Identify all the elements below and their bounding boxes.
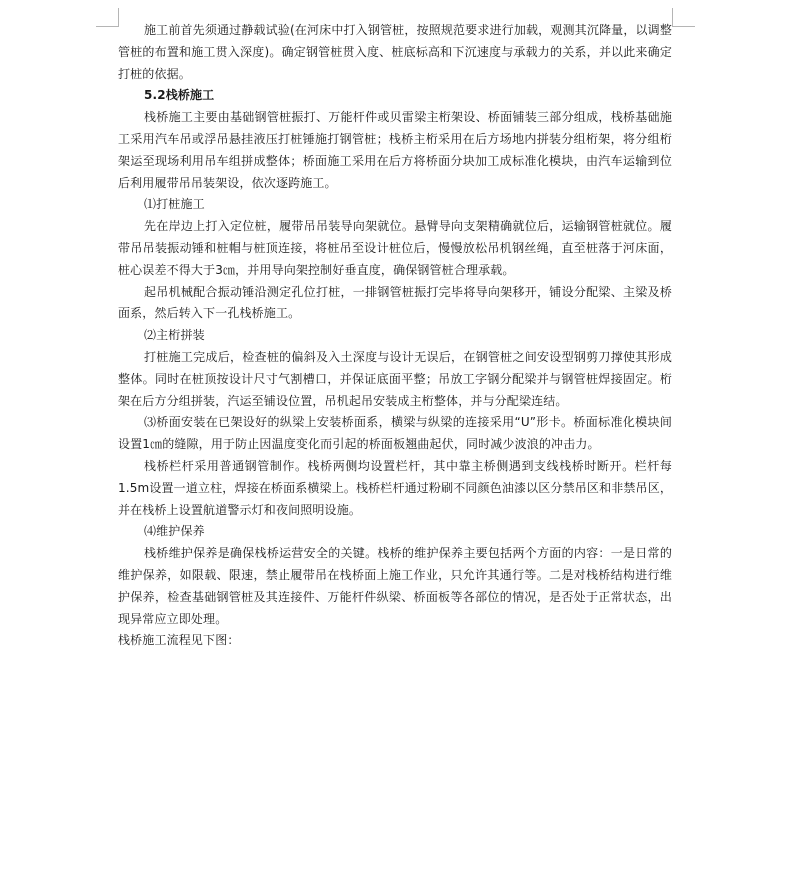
paragraph-deck-installation: ⑶桥面安装在已架设好的纵梁上安装桥面系，横梁与纵梁的连接采用“U”形卡。桥面标准化模块间设置1㎝的缝隙，用于防止因温度变化而引起的桥面板翘曲起伏，同时减少波浪的冲击力。 bbox=[118, 415, 672, 452]
subheading-maintenance: ⑷维护保养 bbox=[144, 524, 205, 539]
paragraph-static-load-test: 施工前首先须通过静载试验(在河床中打入钢管桩，按照规范要求进行加载，观测其沉降量，以调整管桩的布置和施工贯入深度)。确定钢管桩贯入度、桩底标高和下沉速度与承载力的关系，并以此来确定打桩的依据。 bbox=[118, 23, 672, 81]
paragraph-truss-assembly: 打桩施工完成后，检查桩的偏斜及入土深度与设计无误后，在钢管桩之间安设型钢剪刀撑使其形成整体。同时在桩顶按设计尺寸气割槽口，并保证底面平整；吊放工字钢分配梁并与钢管桩焊接固定。桁架在后方分组拼装，汽运至铺设位置，吊机起吊安装成主桁整体，并与分配梁连结。 bbox=[118, 349, 672, 408]
paragraph-flowchart-reference: 栈桥施工流程见下图： bbox=[118, 633, 240, 648]
document-body bbox=[118, 20, 672, 652]
subheading-truss-assembly: ⑵主桁拼装 bbox=[144, 328, 205, 343]
paragraph-pile-driving-positioning: 先在岸边上打入定位桩，履带吊吊装导向架就位。悬臂导向支架精确就位后，运输钢管桩就位。履带吊吊装振动锤和桩帽与桩顶连接，将桩吊至设计桩位后，慢慢放松吊机钢丝绳，直至桩落于河床面，桩心误差不得大于3㎝，并用导向架控制好垂直度，确保钢管桩合理承载。 bbox=[118, 219, 672, 277]
paragraph-pile-driving-sequence: 起吊机械配合振动锤沿测定孔位打桩，一排钢管桩振打完毕将导向架移开，铺设分配梁、主梁及桥面系，然后转入下一孔栈桥施工。 bbox=[118, 284, 672, 321]
paragraph-trestle-overview: 栈桥施工主要由基础钢管桩振打、万能杆件或贝雷梁主桁架设、桥面铺装三部分组成，栈桥基础施工采用汽车吊或浮吊悬挂液压打桩锤施打钢管桩；栈桥主桁采用在后方场地内拼装分组桁架，将分组桁架运至现场利用吊车组拼成整体；桥面施工采用在后方将桥面分块加工成标准化模块，由汽车运输到位后利用履带吊吊装架设，依次逐跨施工。 bbox=[118, 110, 672, 190]
paragraph-maintenance: 栈桥维护保养是确保栈桥运营安全的关键。栈桥的维护保养主要包括两个方面的内容：一是日常的维护保养，如限载、限速，禁止履带吊在栈桥面上施工作业，只允许其通行等。二是对栈桥结构进行维护保养，检查基础钢管桩及其连接件、万能杆件纵梁、桥面板等各部位的情况，是否处于正常状态，出现异常应立即处理。 bbox=[118, 546, 672, 626]
crop-mark-top-right bbox=[672, 8, 695, 27]
section-heading-trestle-construction: 5.2栈桥施工 bbox=[144, 88, 215, 103]
paragraph-railings: 栈桥栏杆采用普通钢管制作。栈桥两侧均设置栏杆，其中靠主桥侧遇到支线栈桥时断开。栏杆每1.5m设置一道立柱，焊接在桥面系横梁上。栈桥栏杆通过粉刷不同颜色油漆以区分禁吊区和非禁吊区，并在栈桥上设置航道警示灯和夜间照明设施。 bbox=[118, 458, 672, 517]
crop-mark-top-left bbox=[96, 8, 119, 27]
subheading-pile-driving: ⑴打桩施工 bbox=[144, 197, 205, 212]
